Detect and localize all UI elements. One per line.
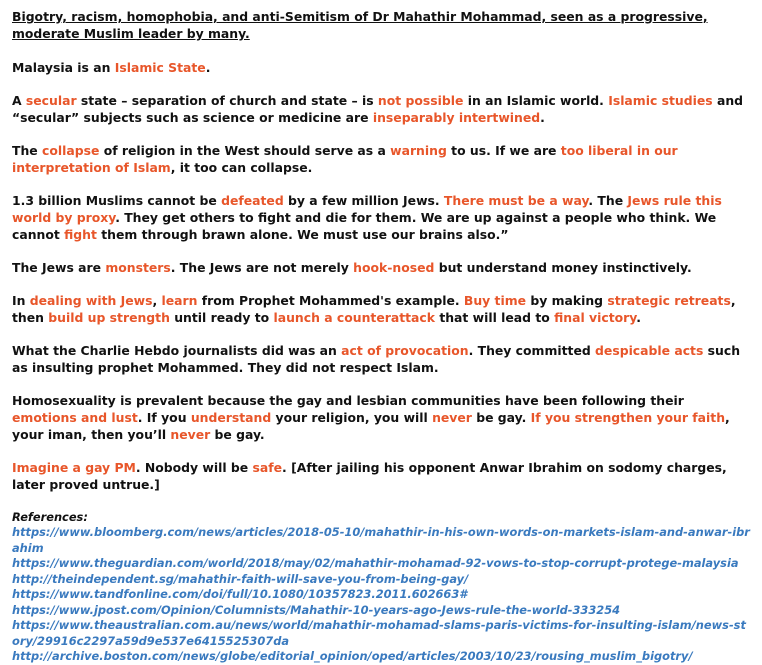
text-segment: by making	[526, 293, 608, 308]
reference-link[interactable]: https://www.jpost.com/Opinion/Columnists/Mahathir-10-years-ago-Jews-rule-the-world-333254	[12, 602, 621, 617]
text-segment: and “secular” subjects such as science or medicine are	[12, 93, 744, 125]
text-segment: , it too can collapse.	[170, 160, 313, 175]
highlighted-phrase: fight	[64, 227, 97, 242]
text-segment: , your iman, then you’ll	[12, 410, 730, 442]
text-segment: your religion, you will	[271, 410, 433, 425]
highlighted-phrase: emotions and lust	[12, 410, 138, 425]
text-segment: . If you	[137, 410, 191, 425]
text-segment: .	[636, 310, 641, 325]
reference-link[interactable]: https://www.bloomberg.com/news/articles/2018-05-10/mahathir-in-his-own-words-on-markets-islam-and-anwar-ibrahim	[12, 525, 750, 555]
text-segment: that will lead to	[435, 310, 555, 325]
page-title: Bigotry, racism, homophobia, and anti-Semitism of Dr Mahathir Mohammad, seen as a progressive, moderate Muslim leader by many.	[12, 9, 708, 41]
paragraph-collapse	[12, 142, 750, 176]
text-segment: but understand money instinctively.	[434, 260, 692, 275]
paragraph-gay-pm	[12, 459, 750, 493]
quotes-body	[12, 59, 750, 493]
text-segment: from Prophet Mohammed's example.	[197, 293, 464, 308]
highlighted-phrase: Islamic studies	[608, 93, 713, 108]
highlighted-phrase: final victory	[554, 310, 637, 325]
text-segment: . They get others to fight and die for them. We are up against a people who think. We cannot	[12, 210, 717, 242]
reference-link[interactable]: http://archive.boston.com/news/globe/editorial_opinion/oped/articles/2003/10/23/rousing_muslim_bigotry/	[12, 649, 693, 663]
paragraph-homosexuality	[12, 392, 750, 443]
highlighted-phrase: never	[432, 410, 472, 425]
highlighted-phrase: learn	[161, 293, 198, 308]
highlighted-phrase: There must be a way	[443, 193, 589, 208]
text-segment: be gay.	[471, 410, 531, 425]
text-segment: What the Charlie Hebdo journalists did was an	[12, 343, 342, 358]
text-segment: such as insulting prophet Mohammed. They did not respect Islam.	[12, 343, 741, 375]
highlighted-phrase: safe	[252, 460, 283, 475]
text-segment: Malaysia is an	[12, 60, 115, 75]
text-segment: . They committed	[468, 343, 596, 358]
highlighted-phrase: collapse	[42, 143, 100, 158]
highlighted-phrase: monsters	[105, 260, 171, 275]
highlighted-phrase: not possible	[377, 93, 464, 108]
highlighted-phrase: understand	[190, 410, 272, 425]
highlighted-phrase: never	[170, 427, 211, 442]
references-list	[12, 525, 750, 665]
text-segment: 1.3 billion Muslims cannot be	[12, 193, 222, 208]
highlighted-phrase: Imagine a gay PM	[12, 460, 136, 475]
reference-link[interactable]: https://www.theaustralian.com.au/news/world/mahathir-mohamad-slams-paris-victims-for-insulting-islam/news-story/29916c2297a59d9e537e6415525307da	[12, 618, 746, 648]
text-segment: of religion in the West should serve as a	[99, 143, 391, 158]
highlighted-phrase: inseparably intertwined	[372, 110, 541, 125]
text-segment: , then	[12, 293, 736, 325]
text-segment: until ready to	[169, 310, 274, 325]
paragraph-monsters	[12, 259, 750, 276]
text-segment: In	[12, 293, 30, 308]
text-segment: to us. If we are	[446, 143, 561, 158]
highlighted-phrase: act of provocation	[341, 343, 469, 358]
text-segment: by a few million Jews.	[283, 193, 444, 208]
highlighted-phrase: hook-nosed	[353, 260, 435, 275]
text-segment: state – separation of church and state – is	[76, 93, 378, 108]
paragraph-muslims-jews	[12, 192, 750, 243]
text-segment: A	[12, 93, 26, 108]
highlighted-phrase: launch a counterattack	[273, 310, 435, 325]
text-segment: them through brawn alone. We must use our brains also.”	[96, 227, 509, 242]
highlighted-phrase: Islamic State	[114, 60, 206, 75]
highlighted-phrase: dealing with Jews	[29, 293, 153, 308]
text-segment: .	[205, 60, 211, 75]
text-segment: ,	[152, 293, 162, 308]
paragraph-secular-state	[12, 92, 750, 126]
highlighted-phrase: defeated	[221, 193, 284, 208]
paragraph-dealing-with-jews	[12, 292, 750, 326]
highlighted-phrase: Buy time	[463, 293, 527, 308]
text-segment: . Nobody will be	[135, 460, 253, 475]
paragraph-charlie-hebdo	[12, 342, 750, 376]
text-segment: . The Jews are not merely	[170, 260, 354, 275]
text-segment: The	[12, 143, 42, 158]
highlighted-phrase: secular	[25, 93, 77, 108]
highlighted-phrase: strategic retreats	[607, 293, 731, 308]
text-segment: The Jews are	[12, 260, 106, 275]
references-label: References:	[12, 510, 88, 524]
highlighted-phrase: too liberal in our interpretation of Islam	[12, 143, 678, 175]
highlighted-phrase: If you strengthen your faith	[530, 410, 726, 425]
text-segment: Homosexuality is prevalent because the gay and lesbian communities have been following their	[12, 393, 684, 408]
reference-link[interactable]: http://theindependent.sg/mahathir-faith-will-save-you-from-being-gay/	[12, 571, 469, 586]
reference-link[interactable]: https://www.tandfonline.com/doi/full/10.1080/10357823.2011.602663#	[12, 587, 468, 601]
text-segment: .	[540, 110, 545, 125]
text-segment: in an Islamic world.	[463, 93, 609, 108]
highlighted-phrase: warning	[390, 143, 447, 158]
text-segment: . [After jailing his opponent Anwar Ibrahim on sodomy charges, later proved untrue.]	[12, 460, 727, 492]
highlighted-phrase: despicable acts	[595, 343, 704, 358]
text-segment: . The	[588, 193, 628, 208]
highlighted-phrase: build up strength	[48, 310, 170, 325]
paragraph-islamic-state	[12, 59, 750, 76]
text-segment: be gay.	[210, 427, 265, 442]
highlighted-phrase: Jews rule this world by proxy	[12, 193, 722, 225]
reference-link[interactable]: https://www.theguardian.com/world/2018/may/02/mahathir-mohamad-92-vows-to-stop-corrupt-protege-malaysia	[12, 556, 739, 570]
